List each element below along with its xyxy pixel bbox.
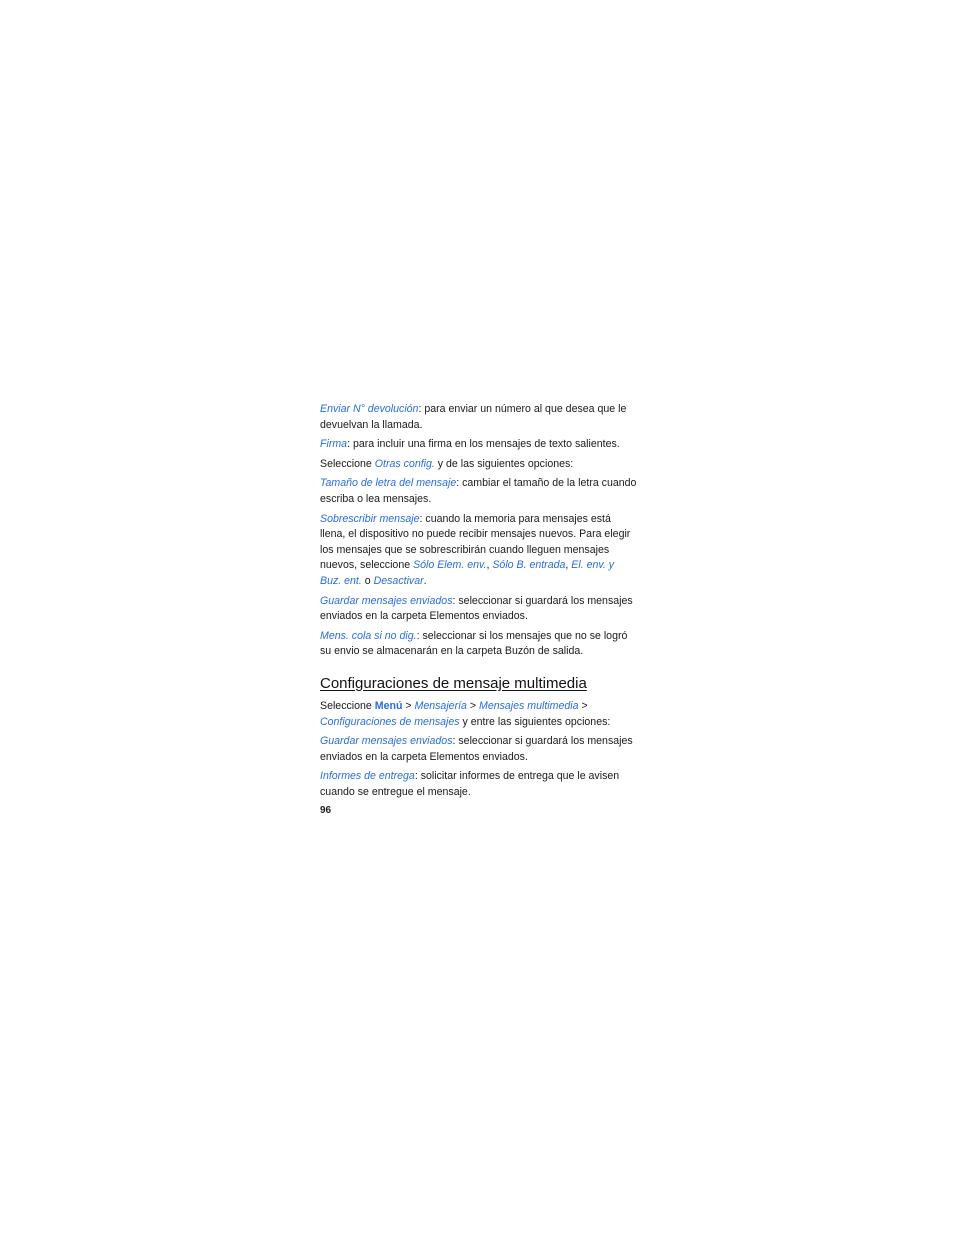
paragraph-text: : seleccionar si los mensajes que no se logró su envio se almacenarán en la carpeta Buzón de salida.	[320, 629, 628, 658]
option-signature[interactable]: Firma	[320, 438, 348, 451]
option-send-callback-number[interactable]: Enviar N° devolución	[320, 403, 419, 415]
nav-prefix: Seleccione	[320, 699, 375, 712]
option-overwrite-message[interactable]: Sobrescribir mensaje	[320, 512, 420, 525]
section-heading-multimedia-settings: Configuraciones de mensaje multimedia	[320, 674, 587, 692]
option-save-sent-messages[interactable]: Guardar mensajes enviados	[320, 594, 453, 607]
paragraph-overwrite	[320, 512, 638, 590]
nav-messaging[interactable]: Mensajería	[414, 699, 467, 712]
option-message-font-size[interactable]: Tamaño de letra del mensaje	[320, 477, 457, 490]
option-queue-messages[interactable]: Mens. cola si no dig.	[320, 629, 417, 642]
select-prefix: Seleccione	[320, 457, 375, 470]
paragraph-queue	[320, 629, 638, 660]
paragraph-text: : cuando la memoria para mensajes está llena, el dispositivo no puede recibir mensajes nuevos. Para elegir los mensajes que se sobrescribirán cuando lleguen mensajes nuevos, seleccione	[320, 512, 631, 572]
paragraph-send-callback	[320, 402, 638, 433]
paragraph-text-size	[320, 476, 638, 507]
nav-multimedia-messages[interactable]: Mensajes multimedia	[479, 699, 579, 712]
paragraph-signature	[320, 437, 638, 453]
paragraph-text: : cambiar el tamaño de la letra cuando escriba o lea mensajes.	[320, 477, 637, 505]
option-deactivate[interactable]: Desactivar	[373, 574, 424, 587]
option-sent-and-inbox[interactable]: El. env. y Buz. ent.	[320, 559, 615, 587]
option-inbox-only[interactable]: Sólo B. entrada	[492, 559, 566, 572]
sentence-end: .	[423, 574, 427, 587]
select-suffix: y de las siguientes opciones:	[434, 457, 574, 470]
separator: o	[361, 574, 374, 587]
option-other-settings[interactable]: Otras config.	[374, 457, 435, 470]
page-content	[320, 402, 638, 818]
option-save-sent-messages[interactable]: Guardar mensajes enviados	[320, 735, 453, 748]
paragraph-text: : seleccionar si guardará los mensajes enviados en la carpeta Elementos enviados.	[320, 594, 633, 623]
paragraph-text: : seleccionar si guardará los mensajes enviados en la carpeta Elementos enviados.	[320, 735, 633, 763]
option-sent-only[interactable]: Sólo Elem. env.	[413, 559, 487, 572]
nav-suffix: y entre las siguientes opciones:	[459, 715, 611, 728]
nav-separator: >	[402, 699, 415, 712]
nav-message-settings[interactable]: Configuraciones de mensajes	[320, 715, 460, 728]
paragraph-save-sent	[320, 594, 638, 625]
paragraph-navigation-path	[320, 699, 638, 730]
nav-separator: >	[466, 699, 480, 712]
nav-separator: >	[578, 699, 588, 712]
paragraph-delivery-reports	[320, 769, 638, 800]
separator: ,	[486, 559, 493, 572]
option-delivery-reports[interactable]: Informes de entrega	[320, 770, 415, 783]
page-number: 96	[320, 805, 332, 817]
paragraph-text: : para incluir una firma en los mensajes de texto salientes.	[347, 438, 620, 451]
paragraph-text: : para enviar un número al que desea que le devuelvan la llamada.	[320, 403, 627, 431]
nav-menu[interactable]: Menú	[374, 699, 403, 712]
paragraph-select-other-settings	[320, 457, 638, 473]
separator: ,	[565, 559, 572, 572]
paragraph-text: : solicitar informes de entrega que le avisen cuando se entregue el mensaje.	[320, 770, 620, 798]
paragraph-save-sent-multimedia	[320, 734, 638, 765]
